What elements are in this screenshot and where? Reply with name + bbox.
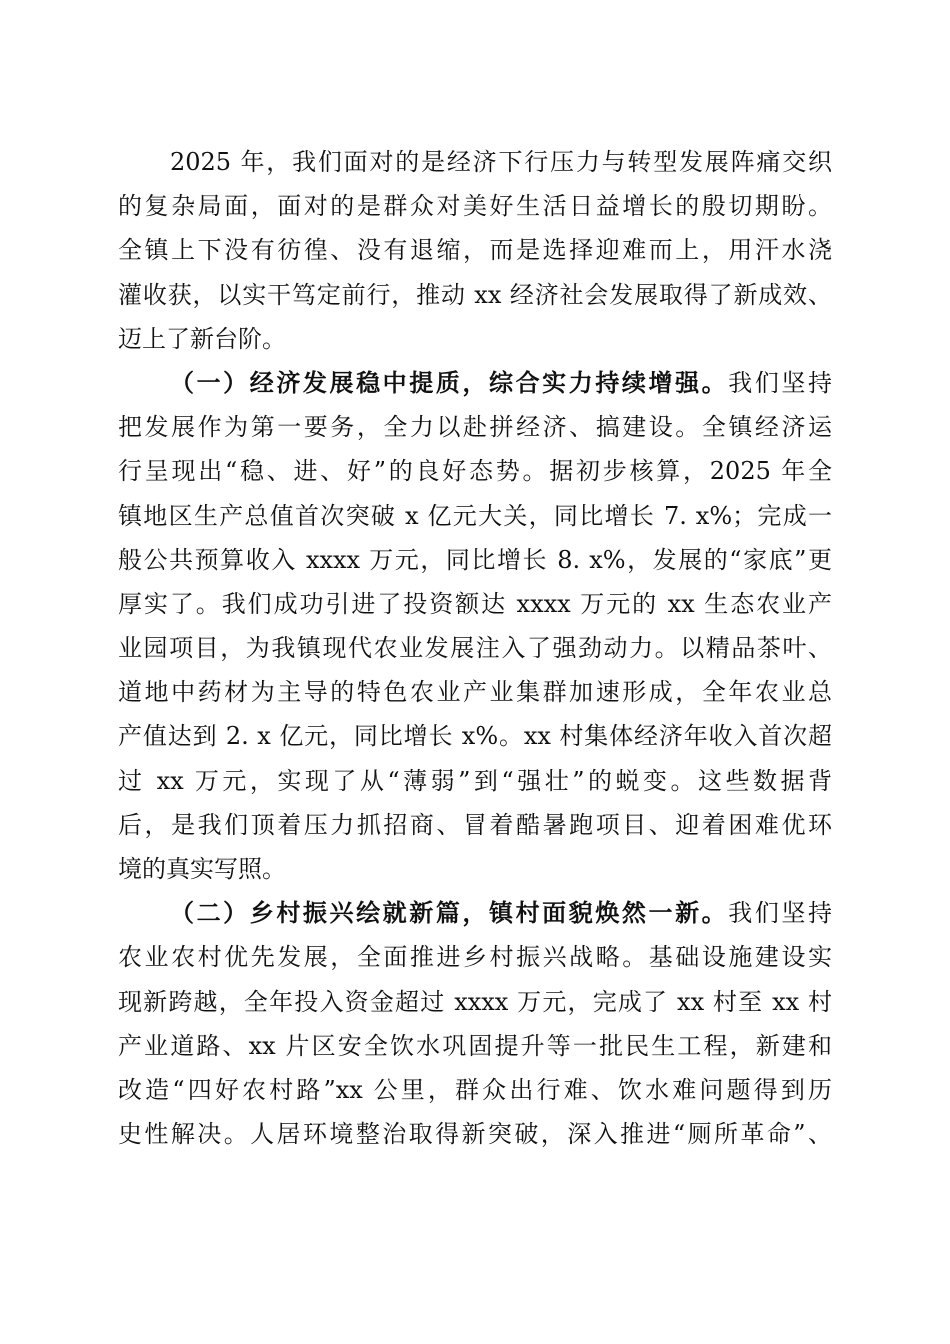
- text-line: 史性解决。人居环境整治取得新突破，深入推进“厕所革命”、: [118, 1120, 832, 1149]
- text-line: 过 xx 万元，实现了从“薄弱”到“强壮”的蜕变。这些数据背: [118, 766, 832, 795]
- text-line: 灌收获，以实干笃定前行，推动 xx 经济社会发展取得了新成效、: [118, 280, 832, 309]
- document-body: [118, 142, 832, 1158]
- text-line: 把发展作为第一要务，全力以赴拼经济、搞建设。全镇经济运: [118, 413, 832, 442]
- text-line: 迈上了新台阶。: [118, 324, 286, 353]
- text-line: 2025 年，我们面对的是经济下行压力与转型发展阵痛交织: [170, 148, 832, 176]
- paragraph-economy: [118, 363, 832, 893]
- text-line: 般公共预算收入 xxxx 万元，同比增长 8. x%，发展的“家底”更: [118, 545, 832, 574]
- text-line: 行呈现出“稳、进、好”的良好态势。据初步核算，2025 年全: [118, 457, 832, 486]
- text-line: 的复杂局面，面对的是群众对美好生活日益增长的殷切期盼。: [118, 192, 832, 221]
- text-line: 镇地区生产总值首次突破 x 亿元大关，同比增长 7. x%；完成一: [118, 501, 832, 530]
- text-line: 后，是我们顶着压力抓招商、冒着酷暑跑项目、迎着困难优环: [118, 810, 832, 839]
- text-line: 改造“四好农村路”xx 公里，群众出行难、饮水难问题得到历: [118, 1075, 832, 1104]
- paragraph-rural-revitalization: [118, 893, 832, 1158]
- text-line: [118, 363, 832, 407]
- text-line: 全镇上下没有彷徨、没有退缩，而是选择迎难而上，用汗水浇: [118, 236, 832, 265]
- text-line: 道地中药材为主导的特色农业产业集群加速形成，全年农业总: [118, 678, 832, 707]
- text-line: 境的真实写照。: [118, 855, 286, 883]
- text-line: 产值达到 2. x 亿元，同比增长 x%。xx 村集体经济年收入首次超: [118, 722, 832, 751]
- section-heading-rural: （二）乡村振兴绘就新篇，镇村面貌焕然一新。: [170, 898, 729, 928]
- text-line: 厚实了。我们成功引进了投资额达 xxxx 万元的 xx 生态农业产: [118, 589, 832, 618]
- heading-continuation: 我们坚持: [728, 899, 832, 928]
- text-line: 业园项目，为我镇现代农业发展注入了强劲动力。以精品茶叶、: [118, 634, 832, 663]
- section-heading-economy: （一）经济发展稳中提质，综合实力持续增强。: [170, 367, 729, 397]
- text-line: 产业道路、xx 片区安全饮水巩固提升等一批民生工程，新建和: [118, 1031, 832, 1060]
- paragraph-intro: [118, 142, 832, 363]
- text-line: 农业农村优先发展，全面推进乡村振兴战略。基础设施建设实: [118, 943, 832, 972]
- text-line: [118, 893, 832, 937]
- heading-continuation: 我们坚持: [728, 368, 832, 397]
- text-line: 现新跨越，全年投入资金超过 xxxx 万元，完成了 xx 村至 xx 村: [118, 987, 832, 1016]
